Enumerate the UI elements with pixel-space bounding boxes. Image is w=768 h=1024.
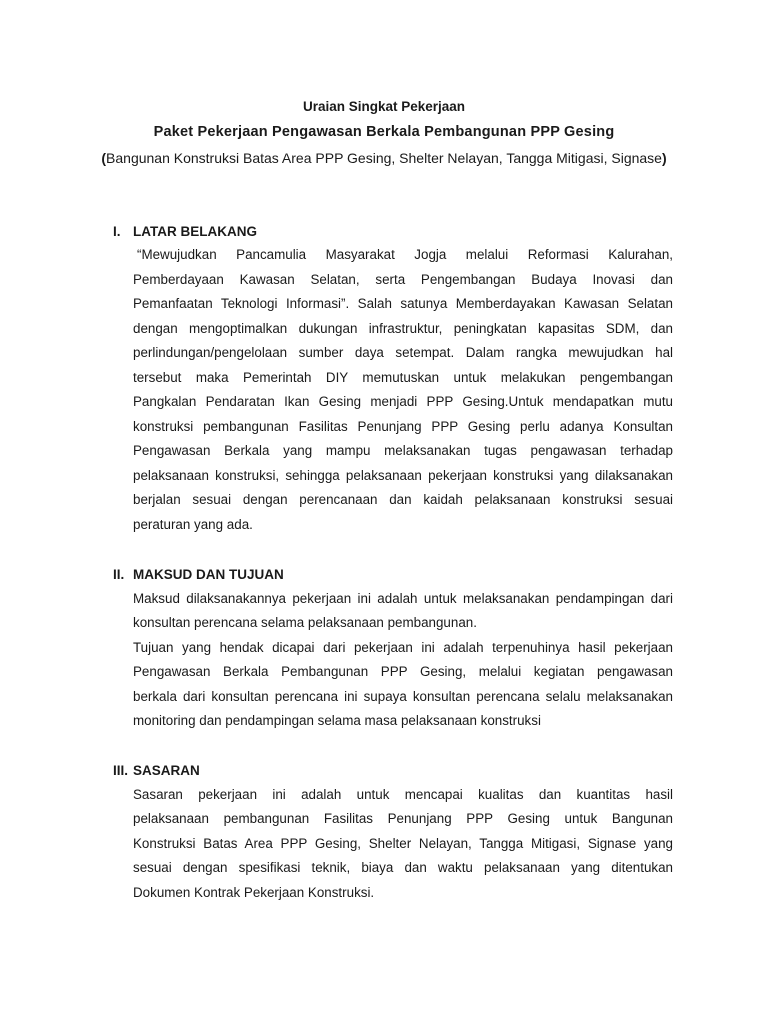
paragraph-line: Tujuan yang hendak dicapai dari pekerjaan ini adalah terpenuhinya hasil pekerjaan [133, 640, 673, 655]
paragraph-line: Pengawasan Berkala Pembangunan PPP Gesing, melalui kegiatan pengawasan [133, 664, 673, 679]
document-title: Uraian Singkat Pekerjaan [302, 99, 466, 114]
paragraph-line: “Mewujudkan Pancamulia Masyarakat Jogja melalui Reformasi Kalurahan, [137, 247, 673, 262]
paragraph-line: tersebut maka Pemerintah DIY memutuskan untuk melakukan pengembangan [133, 370, 673, 385]
paragraph-line: Maksud dilaksanakannya pekerjaan ini adalah untuk melaksanakan pendampingan dari [133, 591, 673, 606]
subtitle-open-paren: ( [101, 150, 107, 166]
paragraph-line: sesuai dengan spesifikasi teknik, biaya dan waktu pelaksanaan yang ditentukan [133, 860, 673, 875]
paragraph-line: perlindungan/pengelolaan sumber daya setempat. Dalam rangka mewujudkan hal [133, 345, 673, 360]
paragraph-line: peraturan yang ada. [133, 517, 253, 532]
paragraph-line: Dokumen Kontrak Pekerjaan Konstruksi. [133, 885, 375, 900]
package-subtitle [0, 150, 768, 166]
paragraph-line: konstruksi pembangunan Fasilitas Penunjang PPP Gesing perlu adanya Konsultan [133, 419, 673, 434]
paragraph-line: berkala dari konsultan perencana ini supaya konsultan perencana selalu melaksanakan [133, 689, 673, 704]
paragraph-line: Pemberdayaan Kawasan Selatan, serta Pengembangan Budaya Inovasi dan [133, 272, 673, 287]
paragraph-line: pelaksanaan konstruksi, sehingga pelaksanaan pekerjaan konstruksi yang dilaksanakan [133, 468, 673, 483]
paragraph-line: monitoring dan pendampingan selama masa pelaksanaan konstruksi [133, 713, 541, 728]
paragraph-line: dengan mengoptimalkan dukungan infrastruktur, peningkatan kapasitas SDM, dan [133, 321, 673, 336]
subtitle-text: Bangunan Konstruksi Batas Area PPP Gesing, Shelter Nelayan, Tangga Mitigasi, Signase [106, 150, 662, 166]
paragraph-line: Pemanfaatan Teknologi Informasi”. Salah satunya Memberdayakan Kawasan Selatan [133, 296, 673, 311]
subtitle-close-paren: ) [661, 150, 667, 166]
paragraph-line: Sasaran pekerjaan ini adalah untuk mencapai kualitas dan kuantitas hasil [133, 787, 673, 802]
section-title: LATAR BELAKANG [133, 224, 257, 239]
paragraph-line: Pangkalan Pendaratan Ikan Gesing menjadi PPP Gesing.Untuk mendapatkan mutu [133, 394, 673, 409]
section-number: III. [113, 763, 129, 778]
section-number: II. [113, 567, 125, 582]
section-heading [113, 567, 284, 582]
paragraph-line: konsultan perencana selama pelaksanaan pembangunan. [133, 615, 477, 630]
package-title: Paket Pekerjaan Pengawasan Berkala Pembangunan PPP Gesing [153, 124, 615, 140]
paragraph-line: Pengawasan Berkala yang mampu melaksanakan tugas pengawasan terhadap [133, 443, 673, 458]
section-heading [113, 763, 200, 778]
paragraph-line: pelaksanaan pembangunan Fasilitas Penunjang PPP Gesing untuk Bangunan [133, 811, 673, 826]
paragraph-line: Konstruksi Batas Area PPP Gesing, Shelter Nelayan, Tangga Mitigasi, Signase yang [133, 836, 673, 851]
section-title: SASARAN [133, 763, 200, 778]
section-heading [113, 224, 257, 239]
section-number: I. [113, 224, 121, 239]
section-title: MAKSUD DAN TUJUAN [133, 567, 284, 582]
paragraph-line: berjalan sesuai dengan perencanaan dan kaidah pelaksanaan konstruksi sesuai [133, 492, 673, 507]
